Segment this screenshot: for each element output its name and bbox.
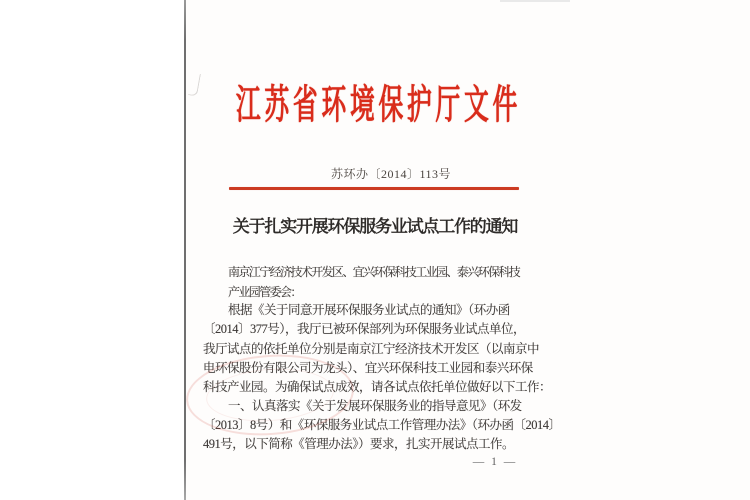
- body-line: 科技产业园。为确保试点成效，请各试点依托单位做好以下工作：: [203, 380, 552, 395]
- body-line: 491号，以下简称《管理办法》）要求，扎实开展试点工作。: [203, 437, 515, 451]
- page-edge-line: [184, 0, 186, 500]
- recipient-line: 南京江宁经济技术开发区、宜兴环保科技工业园、泰兴环保科技: [228, 265, 520, 279]
- doc-title: 关于扎实开展环保服务业试点工作的通知: [232, 217, 518, 236]
- paragraph-basis: [203, 301, 551, 397]
- doc-number: 苏环办〔2014〕113号: [330, 167, 452, 181]
- body-line: 〔2014〕377号），我厅已被环保部列为环保服务业试点单位，: [203, 322, 526, 337]
- body-line: 我厅试点的依托单位分别是南京江宁经济技术开发区（以南京中: [203, 341, 540, 356]
- red-separator-line: [229, 187, 519, 190]
- scan-artifact-streak: [500, 0, 570, 2]
- page-number: — 1 —: [472, 456, 518, 468]
- body-line: 〔2013〕8号）和《环保服务业试点工作管理办法》（环办函〔2014〕: [203, 418, 561, 432]
- body-line: 电环保股份有限公司为龙头）、宜兴环保科技工业园和泰兴环保: [203, 360, 533, 375]
- org-title: 江苏省环境保护厅文件: [235, 82, 522, 127]
- body-line: 一、认真落实《关于发展环保服务业的指导意见》（环发: [228, 399, 522, 413]
- body-line: 根据《关于同意开展环保服务业试点的通知》（环办函: [228, 303, 510, 317]
- paragraph-item-one: [203, 397, 561, 454]
- recipient-line: 产业园管委会：: [228, 285, 301, 299]
- recipient-block: [228, 262, 519, 302]
